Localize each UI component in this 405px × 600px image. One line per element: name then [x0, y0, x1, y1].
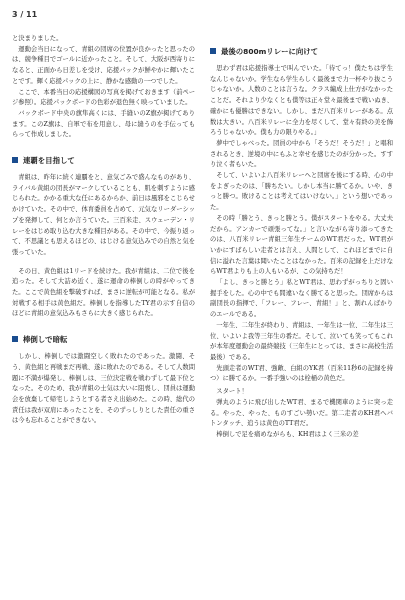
square-bullet-icon: [12, 336, 18, 342]
paragraph: 夢中でしゃべった。団員の中から「そうだ！そうだ！」と唱和されるとき、逆境の中にもふと幸せを感じたのが分かった。すすり泣く者もいた。: [210, 139, 393, 169]
section-title: 最後の800mリレーに向けて: [221, 46, 319, 56]
paragraph: その時「勝とう、きっと勝とう。僕がスタートをやる。大丈夫だから。アンカーで頑張ってな。」と言いながら寄り添ってきたのは、八百米リレー青組三年生チームのWT君だった。WT君がいかにすばらしい走者とは言え、人間として、これほどまでに自信に溢れた言葉は聞いたことはなかった。百米の記録を上だけならWT君よりも上の人もいるが、この気持ちだ！: [210, 214, 393, 276]
section-title: 棒倒しで暗転: [23, 334, 68, 344]
section-heading: [210, 44, 393, 58]
page-number: 3 / 11: [12, 10, 38, 19]
paragraph: 思わず君は応援指導士で叫んでいた。「待てっ！僕たちは学生なんじゃないか。学生なら学生らしく最後まで力一杯やり抜こうじゃないか。人数のことは言うな。クラス編成上仕方がなかったことだ。それより少なくとも僕等は正々堂々最後まで戦いぬき、確かにも優勝はできない。しかし、まだ八百米リレーがある。点数は大きい。八百米リレーに全力を尽くして、堂々有終の美を飾ろうじゃないか。僕も力の限りやる。」: [210, 65, 393, 137]
paragraph: 「よし、きっと勝とう」私とWT君は、思わずがっちりと固い握手をした。心の中でも間違いなく勝てると思った。団席からは副団長の指揮で、「フレー、フレー、青組！」と、割れんばかりのエールである。: [210, 279, 393, 319]
paragraph: そして、いよいよ八百米リレーへと団席を後にする時、心の中をよぎったのは、「勝ちたい。しかし本当に勝てるか。いや、きっと勝つ。敗けることは考えてはいけない。」という想いであった。: [210, 172, 393, 212]
paragraph: と決まりました。: [12, 35, 63, 42]
paragraph: 一年生、二年生が終わり、青組は、一年生は一位、二年生は三位、いよいよ我等三年生の番だ。そして、泣いても笑ってもこれが本年度運動会の最終競技（三年生にとっては、まさに高校生活最後）である。: [210, 321, 393, 361]
section-title: 連覇を目指して: [23, 155, 75, 165]
paragraph: その日、黄色組は1リードを続けた。我が青組は、二位で後を追った。そして大詰め近く、遂に運命の棒倒しの時がやってきた。ここで黄色組を撃破すれば、まさに逆転が可能となる。私が対戦する相手は黄色組だ。棒倒しを指導したTY君の示す自信のほどに青組の意気込みもさらに大きく感じられた。: [12, 267, 195, 318]
section-heading: [12, 332, 195, 346]
paragraph: 青組は、昨年に続く連覇をと、意気ごみで盛んなものがあり、ライバル黄組の団長がマークしていることも、肌を刺すように感じられた。かかる重大な任にあるからか、前日は風邪をこじらせかけていた。その中で、体育委員を占めて、元気なリーダーシップを発揮して、何とか言うていた。三百米走、スウェーデン・リレーをはじめ取り込む大きな種目がある。その中で、今振り返って、不思議とも思えるほどの、はじける意気込みでの自然と気を張っていた。: [12, 174, 195, 256]
left-column: [12, 34, 195, 427]
square-bullet-icon: [210, 48, 216, 54]
paragraph: 棒倒しで足を痛めながらも、KH君はよく三米の差: [216, 430, 359, 438]
paragraph: 弾丸のように飛び出したWT君、まるで機関車のように突っ走る。やった、やった、ものすごい勢いだ。第二走者のKH君へバトンタッチ、追うは黄色のTT君だ。: [210, 398, 393, 428]
paragraph: 運動会当日になって、青組の団席の位置が良かったと思ったのは、競争種目でゴールに近かったこと。そして、大阪が西寄りになると、正面から日差しを受け、応援パックが鮮やかに輝いたことです。輝く応援パックの上に、静かな感動の一つでした。: [12, 45, 195, 85]
paragraph: バックボード中央の旗隼高くには、手縫いのZ旗が掲げてあります。このZ旗は、自軍で布を用意し、母に縫うのを手伝ってもらって作成しました。: [12, 109, 195, 139]
right-column: [210, 34, 393, 441]
paragraph: ここで、本番当日の応援構図の写真を掲げておきます（前ページ参照）。応援パックボードの色彩が退色無く映っていました。: [12, 88, 195, 107]
paragraph: スタート！: [216, 388, 248, 396]
paragraph: 先頭走者のWT君、強敵、白組のYK君（百米11秒6の記録を持つ）に勝てるか。一番手強いのは栓桶の黄色だ。: [210, 364, 393, 383]
square-bullet-icon: [12, 157, 18, 163]
paragraph: しかし、棒倒しでは激闘空しく敗れたのであった。激闘、そう、黄色組と再戦まだ再戦、遂に敗れたのである。そして人数問題に不満が爆発し、棒倒しは、三位決定戦を戦わずして最下位となった。そのため、我が青組の士気は大いに阻喪し、団員は運動会を放棄して帰宅しようとする者さえ出始めた。この時、総代の責任は我が双肩にあったことを、そのずっしりとした責任の重さは今も忘れることができない。: [12, 353, 195, 425]
section-heading: [12, 153, 195, 167]
